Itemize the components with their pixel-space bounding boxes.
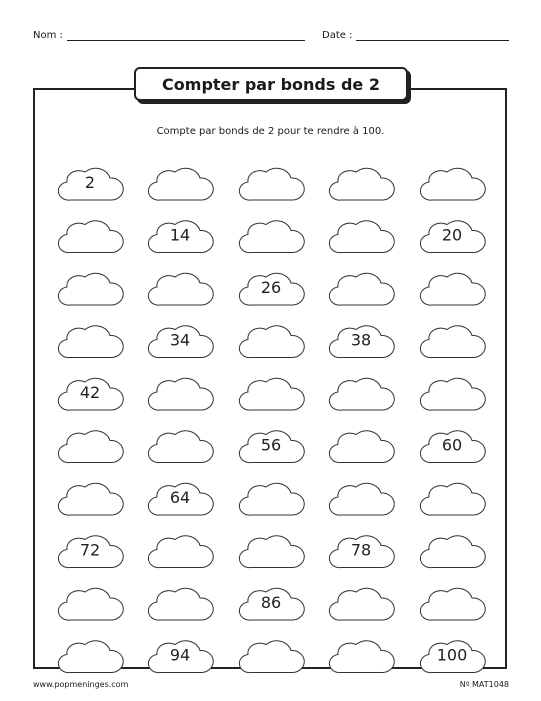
cloud-number: 34 xyxy=(169,330,191,350)
cloud-cell[interactable] xyxy=(58,588,123,620)
cloud-number: 72 xyxy=(79,540,101,560)
cloud-cell[interactable] xyxy=(239,221,304,253)
cloud-number: 42 xyxy=(79,383,101,402)
cloud-cell[interactable] xyxy=(420,483,485,515)
cloud-icon xyxy=(148,168,213,200)
cloud-cell[interactable] xyxy=(148,536,213,568)
cloud-icon xyxy=(420,588,485,620)
date-label: Date : xyxy=(322,30,353,41)
cloud-cell xyxy=(420,431,485,463)
cloud-icon xyxy=(239,378,304,410)
cloud-cell[interactable] xyxy=(58,273,123,305)
cloud-icon xyxy=(58,588,123,620)
cloud-number: 100 xyxy=(436,645,468,665)
cloud-cell[interactable] xyxy=(58,483,123,515)
cloud-icon xyxy=(58,431,123,463)
cloud-cell[interactable] xyxy=(239,641,304,673)
cloud-icon xyxy=(420,483,485,515)
cloud-icon xyxy=(329,588,394,620)
cloud-icon xyxy=(239,326,304,358)
cloud-cell[interactable] xyxy=(239,168,304,200)
cloud-icon xyxy=(329,168,394,200)
cloud-number: 86 xyxy=(260,593,282,612)
cloud-cell[interactable] xyxy=(329,431,394,463)
cloud-cell[interactable] xyxy=(420,168,485,200)
cloud-cell[interactable] xyxy=(420,536,485,568)
cloud-icon xyxy=(148,536,213,568)
cloud-icon xyxy=(329,483,394,515)
cloud-icon xyxy=(329,221,394,253)
cloud-cell[interactable] xyxy=(148,273,213,305)
name-label: Nom : xyxy=(33,30,63,41)
cloud-icon xyxy=(239,483,304,515)
cloud-cell xyxy=(329,536,394,568)
cloud-icon xyxy=(329,273,394,305)
cloud-number: 94 xyxy=(169,645,191,665)
cloud-number: 38 xyxy=(350,330,372,350)
worksheet-title: Compter par bonds de 2 xyxy=(162,74,380,94)
instruction-text: Compte par bonds de 2 pour te rendre à 100. xyxy=(156,126,385,137)
cloud-number: 78 xyxy=(350,540,372,560)
cloud-cell xyxy=(239,273,304,305)
cloud-icon xyxy=(239,536,304,568)
cloud-cell[interactable] xyxy=(58,326,123,358)
cloud-cell[interactable] xyxy=(420,588,485,620)
cloud-cell xyxy=(148,641,213,673)
cloud-icon xyxy=(58,483,123,515)
cloud-cell[interactable] xyxy=(148,378,213,410)
cloud-cell xyxy=(58,168,123,200)
cloud-cell xyxy=(58,378,123,410)
cloud-icon xyxy=(420,378,485,410)
cloud-number: 56 xyxy=(260,435,282,455)
cloud-cell[interactable] xyxy=(420,326,485,358)
cloud-icon xyxy=(420,273,485,305)
cloud-cell[interactable] xyxy=(329,483,394,515)
cloud-icon xyxy=(58,273,123,305)
cloud-cell[interactable] xyxy=(420,273,485,305)
cloud-number: 14 xyxy=(169,225,191,245)
cloud-icon xyxy=(420,326,485,358)
cloud-icon xyxy=(148,588,213,620)
cloud-cell[interactable] xyxy=(329,641,394,673)
cloud-icon xyxy=(420,168,485,200)
cloud-cell[interactable] xyxy=(420,378,485,410)
cloud-number: 2 xyxy=(84,173,96,192)
cloud-cell xyxy=(148,326,213,358)
cloud-cell[interactable] xyxy=(58,221,123,253)
cloud-cell xyxy=(239,431,304,463)
cloud-cell xyxy=(148,483,213,515)
cloud-cell xyxy=(239,588,304,620)
cloud-cell xyxy=(329,326,394,358)
cloud-icon xyxy=(239,168,304,200)
cloud-icon xyxy=(148,273,213,305)
cloud-icon xyxy=(329,641,394,673)
cloud-cell[interactable] xyxy=(148,588,213,620)
cloud-cell[interactable] xyxy=(148,431,213,463)
cloud-cell[interactable] xyxy=(329,273,394,305)
cloud-icon xyxy=(58,641,123,673)
cloud-cell[interactable] xyxy=(329,378,394,410)
cloud-icon xyxy=(148,378,213,410)
cloud-cell[interactable] xyxy=(148,168,213,200)
cloud-cell[interactable] xyxy=(329,221,394,253)
footer-code: Nº MAT1048 xyxy=(459,680,509,689)
cloud-cell xyxy=(58,536,123,568)
cloud-cell[interactable] xyxy=(239,483,304,515)
cloud-number: 20 xyxy=(441,225,463,245)
cloud-cell[interactable] xyxy=(239,536,304,568)
cloud-icon xyxy=(58,326,123,358)
cloud-icon xyxy=(239,641,304,673)
cloud-icon xyxy=(329,431,394,463)
cloud-cell[interactable] xyxy=(329,588,394,620)
cloud-cell xyxy=(420,641,485,673)
cloud-cell[interactable] xyxy=(239,326,304,358)
cloud-number: 64 xyxy=(169,488,191,507)
footer-website: www.popmeninges.com xyxy=(33,680,129,689)
cloud-icon xyxy=(329,378,394,410)
cloud-icon xyxy=(239,221,304,253)
cloud-cell[interactable] xyxy=(58,431,123,463)
cloud-cell[interactable] xyxy=(329,168,394,200)
cloud-cell[interactable] xyxy=(58,641,123,673)
cloud-icon xyxy=(420,536,485,568)
cloud-icon xyxy=(148,431,213,463)
cloud-cell[interactable] xyxy=(239,378,304,410)
cloud-icon xyxy=(58,221,123,253)
cloud-cell xyxy=(420,221,485,253)
cloud-cell xyxy=(148,221,213,253)
cloud-number: 26 xyxy=(260,278,282,297)
cloud-number: 60 xyxy=(441,435,463,455)
